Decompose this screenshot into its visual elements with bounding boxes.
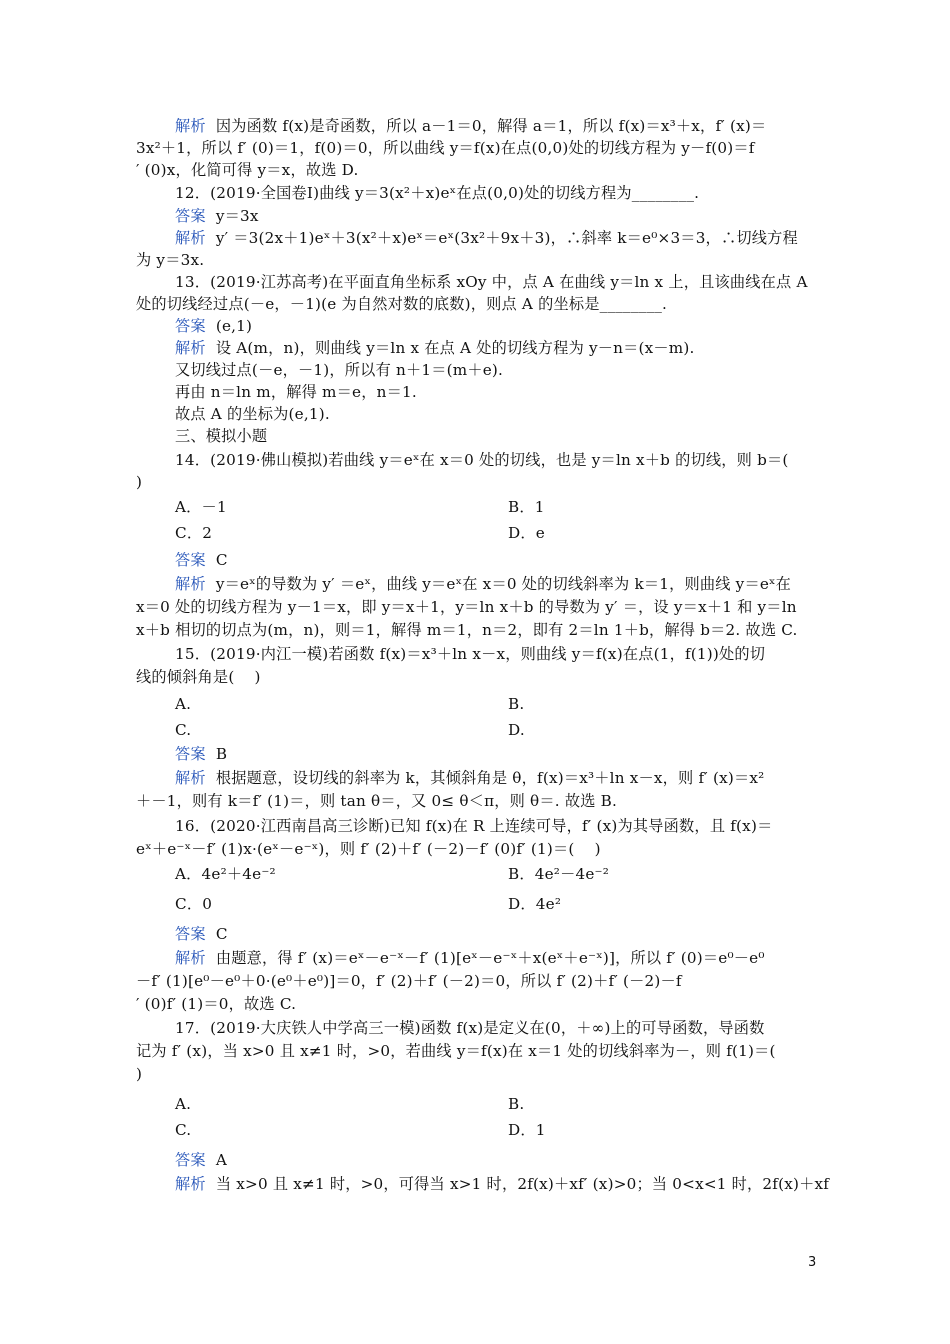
line-text: 为 y＝3x. — [136, 251, 205, 269]
option-left: C. — [175, 721, 192, 739]
line-text: 14．(2019·佛山模拟)若曲线 y＝eˣ在 x＝0 处的切线，也是 y＝ln x＋b 的切线，则 b＝( — [175, 451, 789, 469]
text-line — [136, 597, 816, 618]
line-text: －f′ (1)[e⁰－e⁰＋0·(e⁰＋e⁰)]＝0，f′ (2)＋f′ (－2)＝0，所以 f′ (2)＋f′ (－2)－f — [136, 972, 682, 990]
line-text: 当 x>0 且 x≠1 时，>0，可得当 x>1 时，2f(x)＋xf′ (x)>0；当 0<x<1 时，2f(x)＋xf — [205, 1175, 830, 1193]
line-text: 由题意，得 f′ (x)＝eˣ－e⁻ˣ－f′ (1)[eˣ－e⁻ˣ＋x(eˣ＋e⁻ˣ)]，所以 f′ (0)＝e⁰－e⁰ — [205, 949, 765, 967]
text-line — [175, 426, 855, 447]
text-line — [175, 644, 855, 665]
line-text: 处的切线经过点(－e，－1)(e 为自然对数的底数)，则点 A 的坐标是________. — [136, 295, 668, 313]
text-line — [136, 791, 816, 812]
line-text: 16．(2020·江西南昌高三诊断)已知 f(x)在 R 上连续可导，f′ (x)为其导函数，且 f(x)＝ — [175, 817, 773, 835]
option-right: B. — [508, 1095, 525, 1113]
option-row — [175, 864, 855, 885]
line-text: 根据题意，设切线的斜率为 k，其倾斜角是 θ，f(x)＝x³＋ln x－x，则 f′ (x)＝x² — [205, 769, 765, 787]
line-text: 13．(2019·江苏高考)在平面直角坐标系 xOy 中，点 A 在曲线 y＝ln x 上，且该曲线在点 A — [175, 273, 808, 291]
line-text: 因为函数 f(x)是奇函数，所以 a－1＝0，解得 a＝1，所以 f(x)＝x³＋x，f′ (x)＝ — [205, 117, 767, 135]
analysis-label: 解析 — [175, 229, 206, 247]
option-left: C．2 — [175, 524, 213, 542]
text-line — [136, 138, 816, 159]
text-line — [136, 160, 816, 181]
line-text: 又切线过点(－e，－1)，所以有 n＋1＝(m＋e). — [175, 361, 504, 379]
text-line — [175, 1150, 855, 1171]
text-line — [136, 1064, 816, 1085]
option-row — [175, 894, 855, 915]
line-text: 再由 n＝ln m，解得 m＝e，n＝1. — [175, 383, 417, 401]
page-number: 3 — [808, 1255, 817, 1270]
text-line — [175, 338, 855, 359]
option-row — [175, 523, 855, 544]
line-text: x＋b 相切的切点为(m，n)，则＝1，解得 m＝1，n＝2，即有 2＝ln 1＋b，解得 b＝2. 故选 C. — [136, 621, 798, 639]
option-left: C. — [175, 1121, 192, 1139]
option-left: A．－1 — [175, 498, 227, 516]
text-line — [175, 450, 855, 471]
line-text: ′ (0)f′ (1)＝0，故选 C. — [136, 995, 297, 1013]
option-left: A. — [175, 695, 192, 713]
line-text: y＝eˣ的导数为 y′ ＝eˣ，曲线 y＝eˣ在 x＝0 处的切线斜率为 k＝1，则曲线 y＝eˣ在 — [205, 575, 792, 593]
line-text: C — [205, 551, 228, 569]
text-line — [136, 667, 816, 688]
text-line — [175, 816, 855, 837]
text-line — [175, 924, 855, 945]
line-text: eˣ＋e⁻ˣ－f′ (1)x·(eˣ－e⁻ˣ)，则 f′ (2)＋f′ (－2)－f′ (0)f′ (1)＝( ) — [136, 840, 601, 858]
option-right: D．1 — [508, 1121, 546, 1139]
text-line — [175, 382, 855, 403]
option-right: B．4e²－4e⁻² — [508, 865, 610, 883]
analysis-label: 解析 — [175, 339, 206, 357]
line-text: B — [205, 745, 228, 763]
option-left: A．4e²＋4e⁻² — [175, 865, 276, 883]
line-text: y′ ＝3(2x＋1)eˣ＋3(x²＋x)eˣ＝eˣ(3x²＋9x＋3)，∴斜率 k＝e⁰×3＝3，∴切线方程 — [205, 229, 798, 247]
answer-label: 答案 — [175, 551, 206, 569]
analysis-label: 解析 — [175, 1175, 206, 1193]
option-right: B．1 — [508, 498, 545, 516]
text-line — [175, 768, 855, 789]
text-line — [175, 1174, 855, 1195]
option-left: A. — [175, 1095, 192, 1113]
text-line — [136, 250, 816, 271]
line-text: 3x²＋1，所以 f′ (0)＝1，f(0)＝0，所以曲线 y＝f(x)在点(0,0)处的切线方程为 y－f(0)＝f — [136, 139, 755, 157]
line-text: y＝3x — [205, 207, 259, 225]
text-line — [175, 360, 855, 381]
answer-label: 答案 — [175, 317, 206, 335]
analysis-label: 解析 — [175, 575, 206, 593]
option-row — [175, 497, 855, 518]
line-text: x＝0 处的切线方程为 y－1＝x，即 y＝x＋1，y＝ln x＋b 的导数为 y′ ＝，设 y＝x＋1 和 y＝ln — [136, 598, 797, 616]
answer-label: 答案 — [175, 925, 206, 943]
analysis-label: 解析 — [175, 949, 206, 967]
option-row — [175, 1120, 855, 1141]
analysis-label: 解析 — [175, 117, 206, 135]
text-line — [175, 948, 855, 969]
text-line — [175, 316, 855, 337]
line-text: 三、模拟小题 — [175, 427, 268, 445]
line-text: 设 A(m，n)，则曲线 y＝ln x 在点 A 处的切线方程为 y－n＝(x－m). — [205, 339, 695, 357]
text-line — [175, 206, 855, 227]
text-line — [136, 839, 816, 860]
line-text: (e,1) — [205, 317, 253, 335]
line-text: 17．(2019·大庆铁人中学高三一模)函数 f(x)是定义在(0，＋∞)上的可导函数，导函数 — [175, 1019, 765, 1037]
text-line — [175, 550, 855, 571]
line-text: ) — [136, 473, 143, 491]
answer-label: 答案 — [175, 207, 206, 225]
line-text: 12．(2019·全国卷Ⅰ)曲线 y＝3(x²＋x)eˣ在点(0,0)处的切线方程为________. — [175, 184, 700, 202]
line-text: ′ (0)x，化简可得 y＝x，故选 D. — [136, 161, 359, 179]
text-line — [175, 116, 855, 137]
line-text: C — [205, 925, 228, 943]
text-line — [136, 1041, 816, 1062]
text-line — [175, 574, 855, 595]
text-line — [136, 472, 816, 493]
option-right: D．4e² — [508, 895, 562, 913]
text-line — [175, 183, 855, 204]
line-text: ＋－1，则有 k＝f′ (1)＝，则 tan θ＝，又 0≤ θ＜π，则 θ＝. 故选 B. — [136, 792, 618, 810]
text-line — [136, 994, 816, 1015]
text-line — [175, 1018, 855, 1039]
text-line — [175, 404, 855, 425]
option-row — [175, 1094, 855, 1115]
text-line — [175, 228, 855, 249]
line-text: 故点 A 的坐标为(e,1). — [175, 405, 330, 423]
option-row — [175, 720, 855, 741]
option-right: B. — [508, 695, 525, 713]
line-text: 15．(2019·内江一模)若函数 f(x)＝x³＋ln x－x，则曲线 y＝f(x)在点(1，f(1))处的切 — [175, 645, 766, 663]
text-line — [136, 971, 816, 992]
line-text: 记为 f′ (x)，当 x>0 且 x≠1 时，>0，若曲线 y＝f(x)在 x＝1 处的切线斜率为－，则 f(1)＝( — [136, 1042, 776, 1060]
option-right: D．e — [508, 524, 545, 542]
option-right: D. — [508, 721, 525, 739]
analysis-label: 解析 — [175, 769, 206, 787]
option-left: C．0 — [175, 895, 213, 913]
line-text: A — [205, 1151, 228, 1169]
text-line — [136, 620, 816, 641]
line-text: ) — [136, 1065, 143, 1083]
text-line — [175, 744, 855, 765]
option-row — [175, 694, 855, 715]
text-line — [136, 294, 816, 315]
answer-label: 答案 — [175, 745, 206, 763]
line-text: 线的倾斜角是( ) — [136, 668, 261, 686]
text-line — [175, 272, 855, 293]
answer-label: 答案 — [175, 1151, 206, 1169]
